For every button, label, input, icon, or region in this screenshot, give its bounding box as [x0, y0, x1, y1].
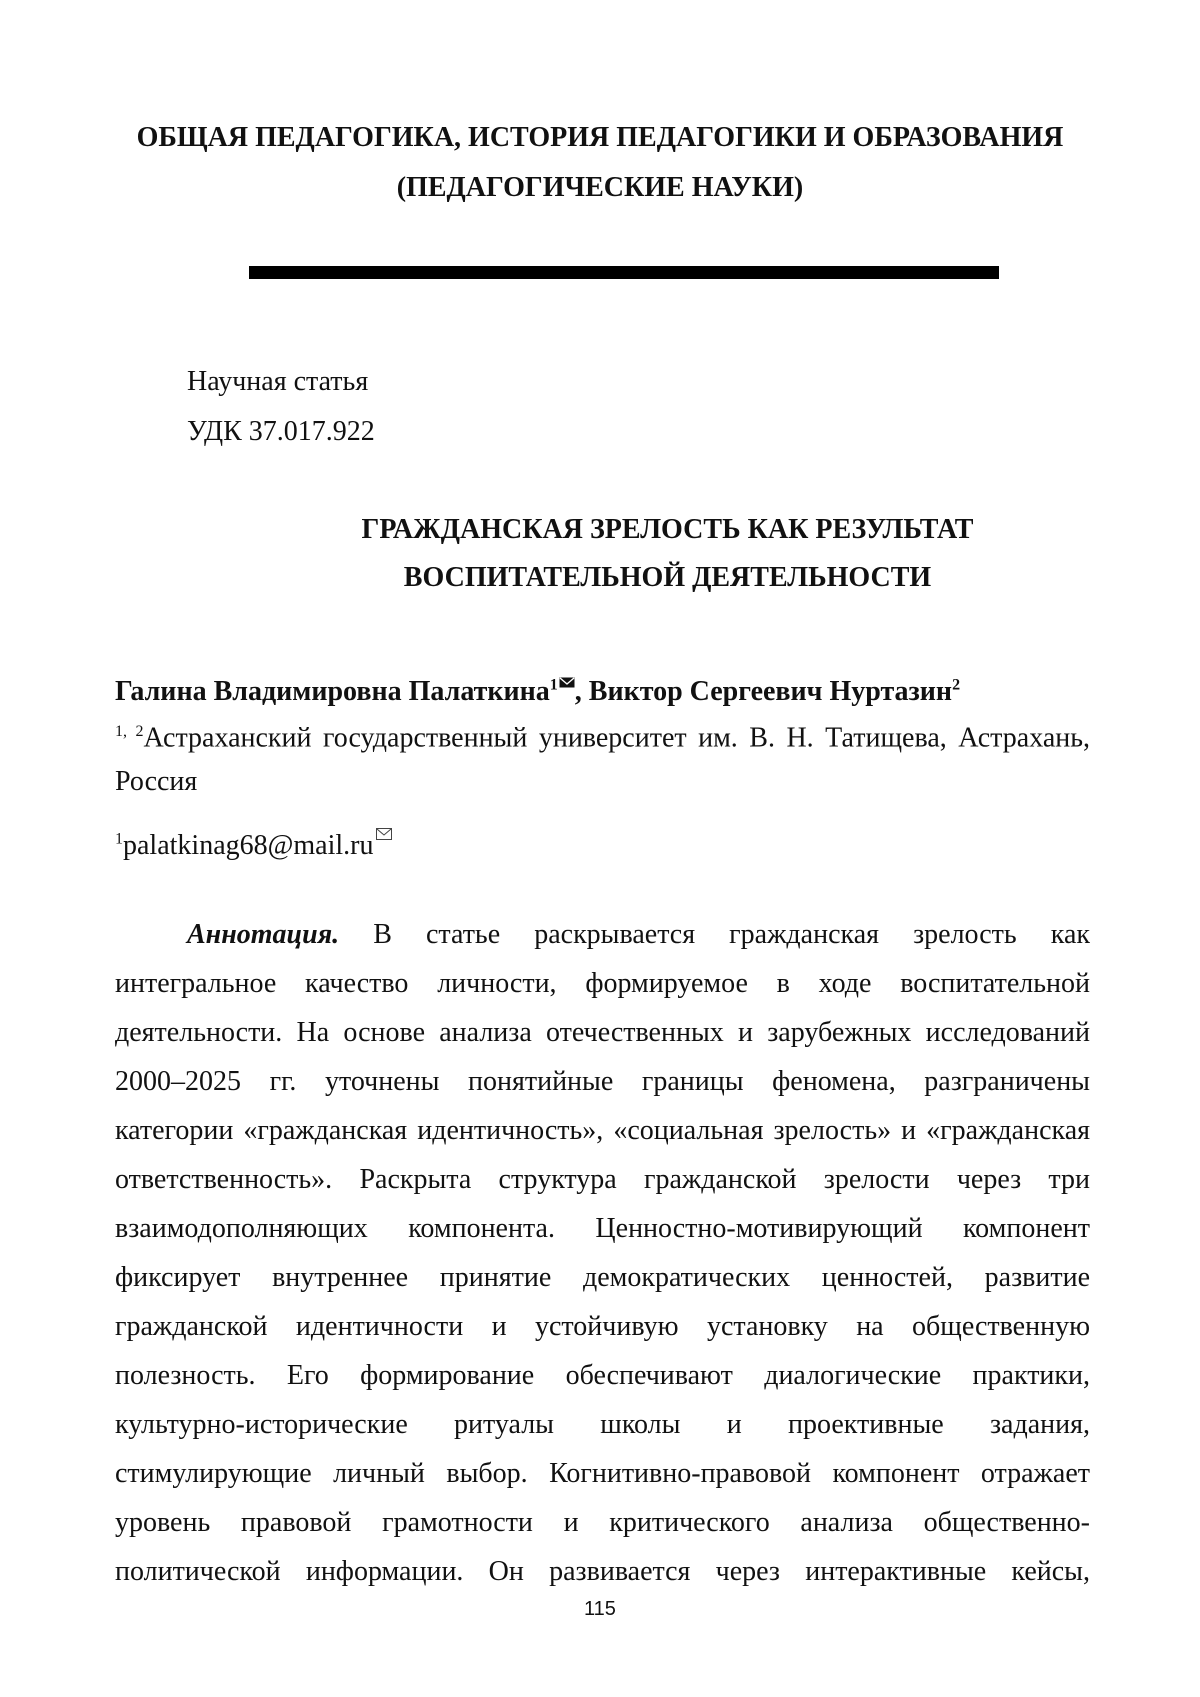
- udc-code: УДК 37.017.922: [187, 416, 375, 447]
- abstract-line: интегральное качество личности, формируемое в ходе воспитательной: [115, 968, 1090, 999]
- section-divider: [249, 266, 999, 279]
- abstract-line: ответственность». Раскрыта структура гражданской зрелости через три: [115, 1164, 1090, 1195]
- article-type: Научная статья: [187, 366, 369, 397]
- abstract-line: полезность. Его формирование обеспечивают диалогические практики,: [115, 1360, 1090, 1391]
- abstract-line: категории «гражданская идентичность», «социальная зрелость» и «гражданская: [115, 1115, 1090, 1146]
- abstract-first-line-text: В статье раскрывается гражданская зрелость как: [339, 919, 1090, 950]
- section-heading-line-2: (ПЕДАГОГИЧЕСКИЕ НАУКИ): [396, 172, 804, 203]
- author-2-name: Виктор Сергеевич Нуртазин: [588, 676, 953, 707]
- author-1-sup: 1: [549, 676, 558, 694]
- authors-line: [115, 660, 960, 712]
- article-title-line-2: ВОСПИТАТЕЛЬНОЙ ДЕЯТЕЛЬНОСТИ: [403, 562, 932, 593]
- abstract: [115, 910, 1090, 1596]
- envelope-outline-icon: [376, 812, 392, 824]
- abstract-line: культурно-исторические ритуалы школы и проективные задания,: [115, 1409, 1090, 1440]
- abstract-line: 2000–2025 гг. уточнены понятийные границы феномена, разграничены: [115, 1066, 1090, 1097]
- abstract-line: [115, 910, 1090, 959]
- affiliation-line-1: [115, 712, 1090, 758]
- email-address[interactable]: palatkinag68@mail.ru: [123, 830, 374, 861]
- abstract-line: фиксирует внутреннее принятие демократических ценностей, развитие: [115, 1262, 1090, 1293]
- email-line: [115, 812, 1090, 866]
- affiliation-text: Астраханский государственный университет им. В. Н. Татищева, Астрахань,: [143, 722, 1091, 754]
- author-2-sup: 2: [952, 676, 961, 694]
- abstract-line: гражданской идентичности и устойчивую установку на общественную: [115, 1311, 1090, 1342]
- email-sup: 1: [115, 830, 123, 848]
- abstract-line: стимулирующие личный выбор. Когнитивно-правовой компонент отражает: [115, 1458, 1090, 1489]
- section-heading-line-1: ОБЩАЯ ПЕДАГОГИКА, ИСТОРИЯ ПЕДАГОГИКИ И ОБРАЗОВАНИЯ: [136, 122, 1064, 153]
- abstract-line: взаимодополняющих компонента. Ценностно-мотивирующий компонент: [115, 1213, 1090, 1244]
- abstract-line: политической информации. Он развивается через интерактивные кейсы,: [115, 1556, 1090, 1587]
- abstract-label: Аннотация.: [187, 919, 340, 950]
- affiliation-line-2: Россия: [115, 766, 198, 797]
- envelope-icon: [559, 660, 575, 671]
- author-separator: ,: [574, 676, 589, 707]
- abstract-line: деятельности. На основе анализа отечественных и зарубежных исследований: [115, 1017, 1090, 1048]
- author-1-name: Галина Владимировна Палаткина: [115, 676, 550, 707]
- affiliation-sup: 1, 2: [115, 723, 144, 740]
- abstract-line: уровень правовой грамотности и критического анализа общественно-: [115, 1507, 1090, 1538]
- page-number: 115: [584, 1598, 616, 1620]
- article-title-line-1: ГРАЖДАНСКАЯ ЗРЕЛОСТЬ КАК РЕЗУЛЬТАТ: [361, 514, 974, 545]
